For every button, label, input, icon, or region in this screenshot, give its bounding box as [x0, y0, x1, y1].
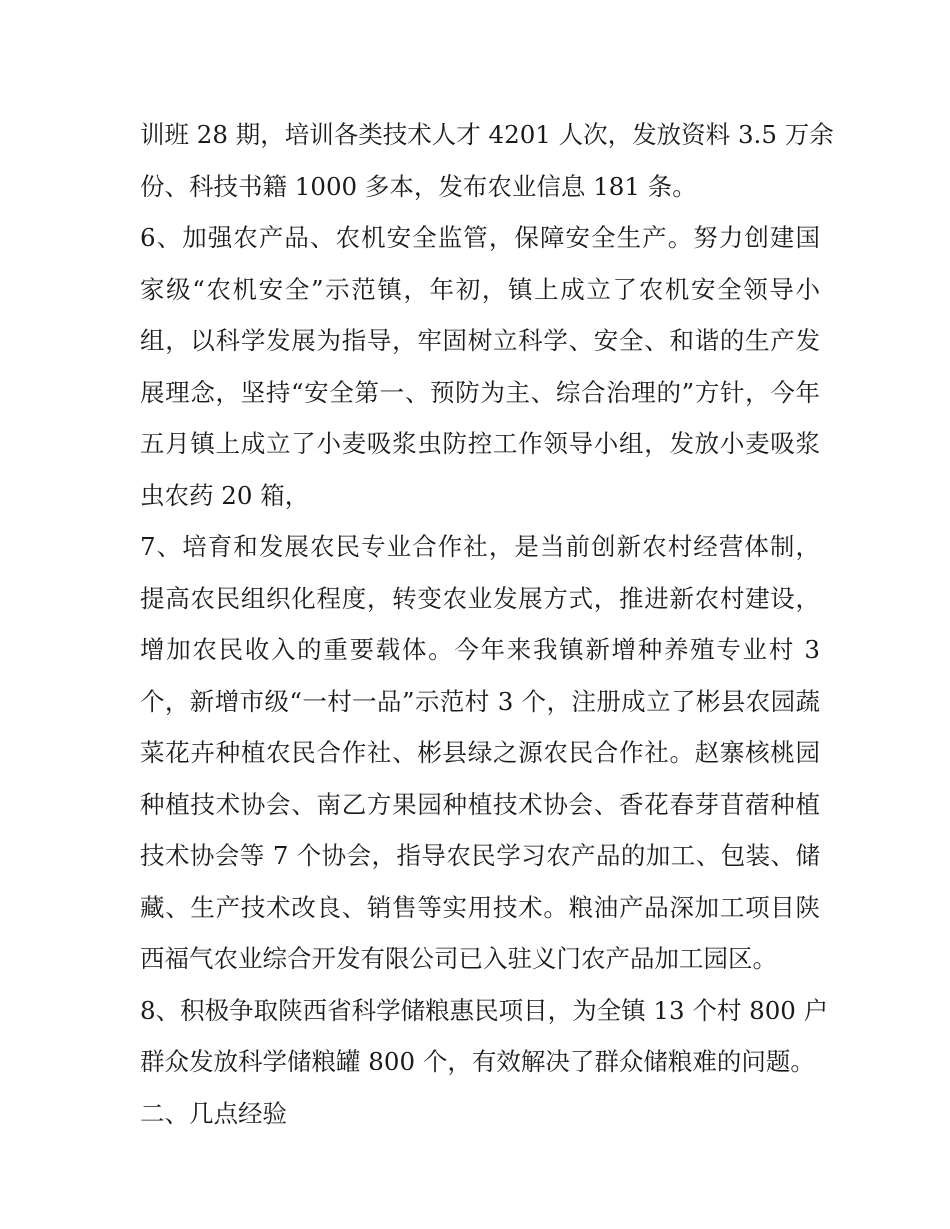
text-line: 训班 28 期，培训各类技术人才 4201 人次，发放资料 3.5 万余 [140, 120, 834, 149]
text-line: 家级“农机安全”示范镇，年初，镇上成立了农机安全领导小 [140, 274, 820, 304]
text-line: 藏、生产技术改良、销售等实用技术。粮油产品深加工项目陕 [140, 892, 820, 922]
text-line: 6、加强农产品、农机安全监管，保障安全生产。努力创建国 [140, 223, 820, 252]
text-line: 虫农药 20 箱， [140, 480, 310, 510]
text-line: 种植技术协会、南乙方果园种植技术协会、香花春芽苜蓿种植 [140, 789, 820, 819]
text-line: 个，新增市级“一村一品”示范村 3 个，注册成立了彬县农园蔬 [140, 686, 820, 716]
document-body [140, 109, 834, 1139]
text-line: 技术协会等 7 个协会，指导农民学习农产品的加工、包装、储 [140, 841, 820, 870]
text-line: 西福气农业综合开发有限公司已入驻义门农产品加工园区。 [140, 944, 777, 973]
text-line: 7、培育和发展农民专业合作社，是当前创新农村经营体制， [140, 532, 820, 561]
section-heading: 二、几点经验 [140, 1098, 287, 1128]
text-line: 群众发放科学储粮罐 800 个，有效解决了群众储粮难的问题。 [140, 1047, 815, 1076]
text-line: 五月镇上成立了小麦吸浆虫防控工作领导小组，发放小麦吸浆 [140, 429, 820, 458]
text-line: 增加农民收入的重要载体。今年来我镇新增种养殖专业村 3 [140, 635, 820, 664]
text-line: 份、科技书籍 1000 多本，发布农业信息 181 条。 [140, 171, 697, 201]
text-line: 提高农民组织化程度，转变农业发展方式，推进新农村建设， [140, 583, 820, 613]
text-line: 8、积极争取陕西省科学储粮惠民项目，为全镇 13 个村 800 户 [140, 995, 829, 1025]
text-line: 展理念，坚持“安全第一、预防为主、综合治理的”方针，今年 [140, 377, 820, 407]
text-line: 组，以科学发展为指导，牢固树立科学、安全、和谐的生产发 [140, 326, 820, 355]
text-line: 菜花卉种植农民合作社、彬县绿之源农民合作社。赵寨核桃园 [140, 738, 820, 767]
